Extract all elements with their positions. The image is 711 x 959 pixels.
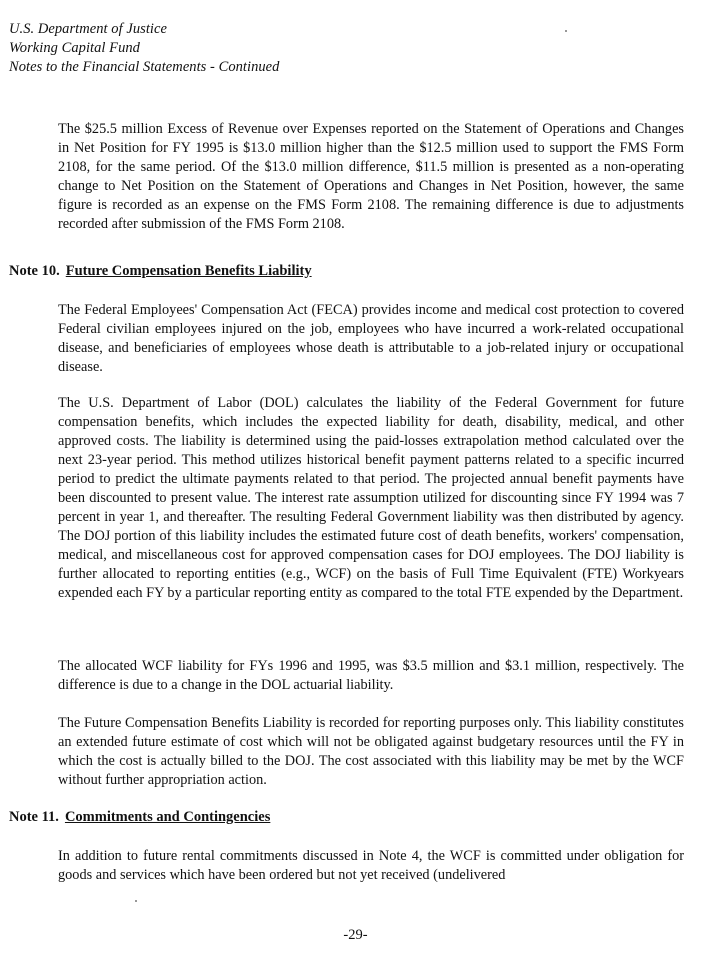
header-department: U.S. Department of Justice <box>9 21 167 37</box>
header-fund: Working Capital Fund <box>9 40 140 56</box>
note-10-paragraph-1: The Federal Employees' Compensation Act (FECA) provides income and medical cost protection to covered Federal civilian employees injured on the job, employees who have incurred a work-related occupational disease, and beneficiaries of employees whose death is attributable to a job-related injury or occupational disease. <box>58 302 684 375</box>
note-11-title: Commitments and Contingencies <box>64 809 271 825</box>
note-11-paragraph-1: In addition to future rental commitments discussed in Note 4, the WCF is committed under obligation for goods and services which have been ordered but not yet received (undelivered <box>58 848 684 883</box>
note-10-heading <box>9 262 312 281</box>
note-10-title: Future Compensation Benefits Liability <box>65 263 312 279</box>
running-header <box>9 20 279 77</box>
note-10-number: Note 10. <box>9 263 60 279</box>
note-11-number: Note 11. <box>9 809 59 825</box>
page-number: -29- <box>343 927 368 943</box>
header-section: Notes to the Financial Statements - Continued <box>9 59 280 75</box>
note-10-paragraph-2: The U.S. Department of Labor (DOL) calculates the liability of the Federal Government for future compensation benefits, which includes the expected liability for death, disability, medical, and other approved costs. The liability is determined using the paid-losses extrapolation method calculated over the next 23-year period. This method utilizes historical benefit payment patterns related to a specific incurred period to predict the ultimate payments related to that period. The projected annual benefit payments have been discounted to present value. The interest rate assumption utilized for discounting since FY 1994 was 7 percent in year 1, and thereafter. The resulting Federal Government liability was then distributed by agency. The DOJ portion of this liability includes the estimated future cost of death benefits, workers' compensation, medical, and miscellaneous cost for approved compensation cases for DOJ employees. The DOJ liability is further allocated to reporting entities (e.g., WCF) on the basis of Full Time Equivalent (FTE) Workyears expended each FY by a particular reporting entity as compared to the total FTE expended by the Department. <box>58 395 684 601</box>
intro-paragraph: The $25.5 million Excess of Revenue over Expenses reported on the Statement of Operations and Changes in Net Position for FY 1995 is $13.0 million higher than the $12.5 million used to support the FMS Form 2108, for the same period. Of the $13.0 million difference, $11.5 million is presented as a non-operating change to Net Position on the Statement of Operations and Changes in Net Position, however, the same figure is recorded as an expense on the FMS Form 2108. The remaining difference is due to adjustments recorded after submission of the FMS Form 2108. <box>58 121 684 232</box>
scan-speck <box>565 30 567 32</box>
note-10-paragraph-4: The Future Compensation Benefits Liability is recorded for reporting purposes only. This liability constitutes an extended future estimate of cost which will not be obligated against budgetary resources until the FY in which the cost is actually billed to the DOJ. The cost associated with this liability may be met by the WCF without further appropriation action. <box>58 715 684 788</box>
note-10-paragraph-3: The allocated WCF liability for FYs 1996 and 1995, was $3.5 million and $3.1 million, respectively. The difference is due to a change in the DOL actuarial liability. <box>58 658 684 693</box>
note-11-heading <box>9 808 270 827</box>
scan-speck <box>135 900 137 902</box>
